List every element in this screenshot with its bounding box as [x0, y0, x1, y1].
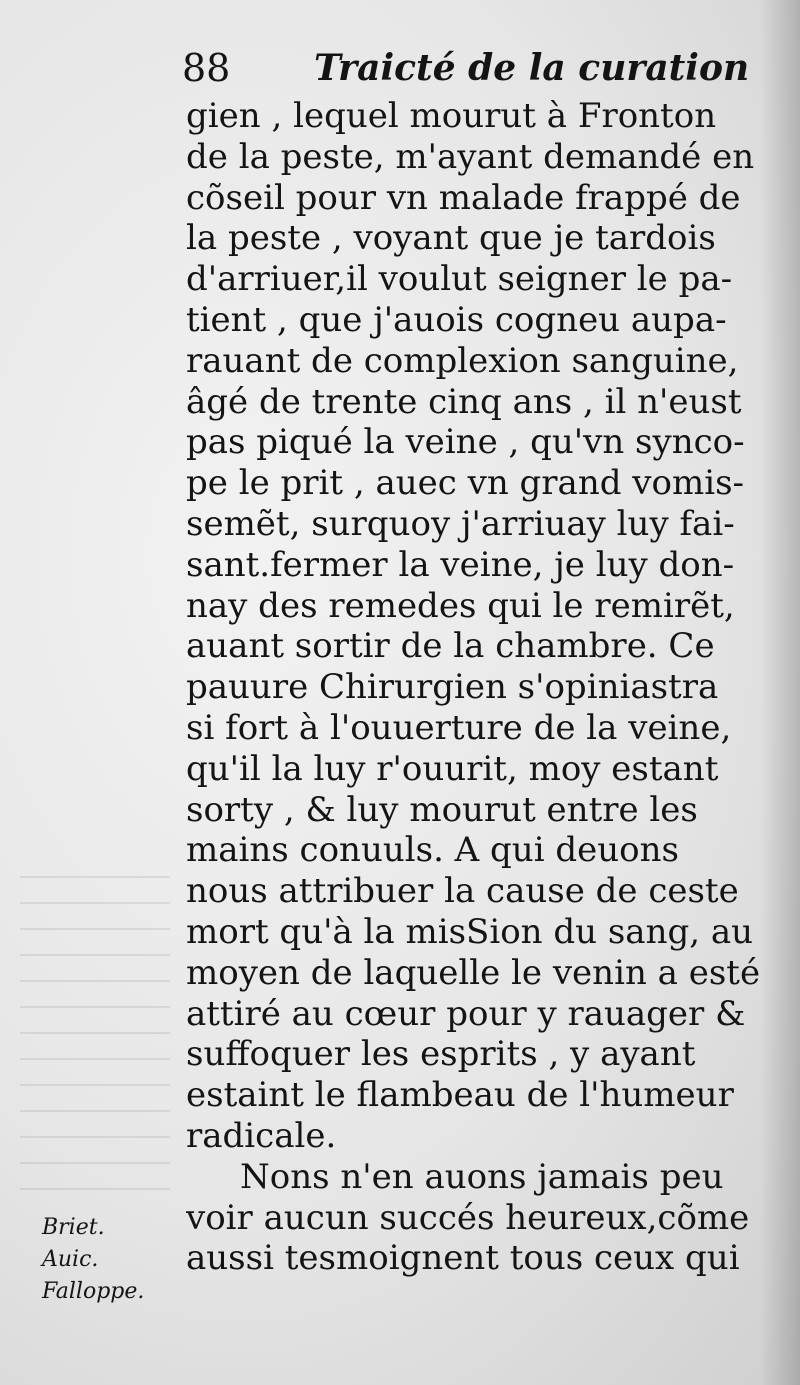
- text-line: pas piqué la veine , qu'vn synco-: [186, 422, 745, 463]
- text-line: voir aucun succés heureux,cõme: [186, 1197, 750, 1238]
- margin-note: Briet.: [42, 1215, 105, 1240]
- margin-note: Auic.: [42, 1247, 99, 1272]
- text-line: cõseil pour vn malade frappé de: [186, 177, 741, 218]
- text-line: radicale.: [186, 1115, 337, 1156]
- text-line: de la peste, m'ayant demandé en: [186, 136, 755, 177]
- gutter-shadow: [760, 0, 800, 1385]
- text-line: attiré au cœur pour y rauager &: [186, 993, 746, 1034]
- text-line: estaint le flambeau de l'humeur: [186, 1075, 734, 1116]
- body-text: [186, 96, 766, 1279]
- text-line-paragraph-start: Nons n'en auons jamais peu: [240, 1156, 724, 1197]
- page-header: [182, 42, 750, 94]
- page-number: 88: [182, 46, 231, 90]
- text-line: la peste , voyant que je tardois: [186, 218, 716, 259]
- text-line: pe le prit , auec vn grand vomis-: [186, 463, 745, 504]
- text-line: pauure Chirurgien s'opiniastra: [186, 667, 719, 708]
- text-line: suffoquer les esprits , y ayant: [186, 1034, 696, 1075]
- text-line: moyen de laquelle le venin a esté: [186, 952, 761, 993]
- text-line: semẽt, surquoy j'arriuay luy fai-: [186, 503, 735, 544]
- margin-note: Falloppe.: [42, 1279, 145, 1304]
- margin-notes: [42, 1212, 172, 1308]
- text-line: si fort à l'ouuerture de la veine,: [186, 707, 732, 748]
- text-line: aussi tesmoignent tous ceux qui: [186, 1238, 740, 1279]
- text-line: sorty , & luy mourut entre les: [186, 789, 698, 830]
- text-line: mains conuuls. A qui deuons: [186, 830, 679, 871]
- text-line: sant.fermer la veine, je luy don-: [186, 544, 735, 585]
- text-line: mort qu'à la misSion du sang, au: [186, 911, 754, 952]
- running-title: Traicté de la curation: [314, 47, 750, 89]
- text-line: nous attribuer la cause de ceste: [186, 871, 739, 912]
- text-line: qu'il la luy r'ouurit, moy estant: [186, 748, 719, 789]
- text-line: d'arriuer,il voulut seigner le pa-: [186, 259, 733, 300]
- text-line: auant sortir de la chambre. Ce: [186, 626, 715, 667]
- text-line: âgé de trente cinq ans , il n'eust: [186, 381, 742, 422]
- text-line: nay des remedes qui le remirẽt,: [186, 585, 735, 626]
- text-line: tient , que j'auois cogneu aupa-: [186, 299, 727, 340]
- text-line: rauant de complexion sanguine,: [186, 340, 739, 381]
- text-line: gien , lequel mourut à Fronton: [186, 96, 717, 136]
- show-through-bleed: [20, 860, 170, 1190]
